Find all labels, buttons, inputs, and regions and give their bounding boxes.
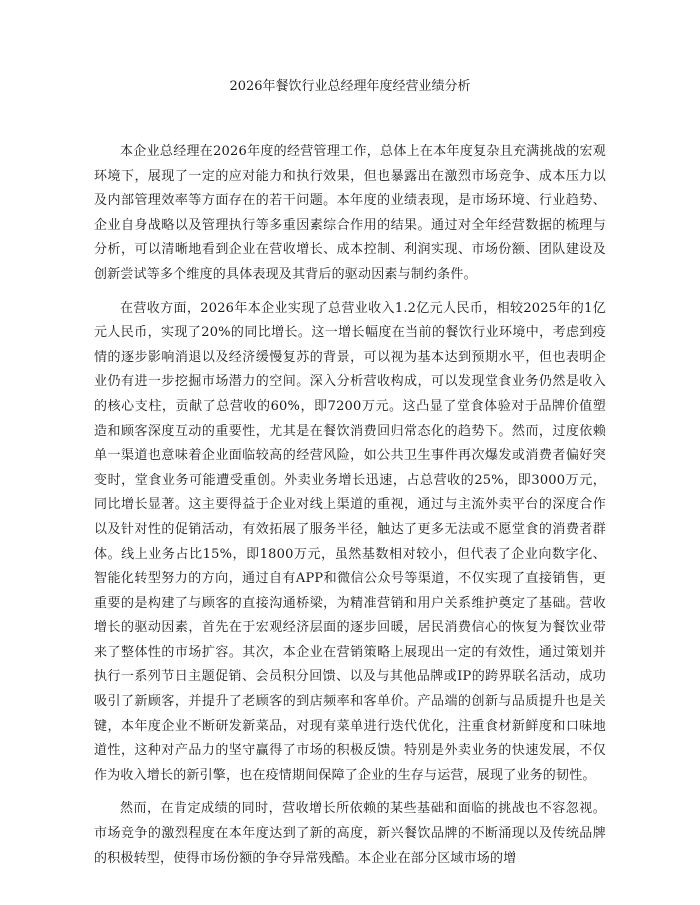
paragraph-intro: 本企业总经理在2026年度的经营管理工作，总体上在本年度复杂且充满挑战的宏观环境下，展现了一定的应对能力和执行效果，但也暴露出在激烈市场竞争、成本压力以及内部管理效率等方面存在的若干问题。本年度的业绩表现，是市场环境、行业趋势、企业自身战略以及管理执行等多重因素综合作用的结果。通过对全年经营数据的梳理与分析，可以清晰地看到企业在营收增长、成本控制、利润实现、市场份额、团队建设及创新尝试等多个维度的具体表现及其背后的驱动因素与制约条件。 bbox=[94, 144, 606, 282]
paragraph-challenges: 然而，在肯定成绩的同时，营收增长所依赖的某些基础和面临的挑战也不容忽视。市场竞争的激烈程度在本年度达到了新的高度，新兴餐饮品牌的不断涌现以及传统品牌的积极转型，使得市场份额的争夺异常残酷。本企业在部分区域市场的增 bbox=[94, 801, 606, 866]
paragraph-revenue: 在营收方面，2026年本企业实现了总营业收入1.2亿元人民币，相较2025年的1亿元人民币，实现了20%的同比增长。这一增长幅度在当前的餐饮行业环境中，考虑到疫情的逐步影响消退以及经济缓慢复苏的背景，可以视为基本达到预期水平，但也表明企业仍有进一步挖掘市场潜力的空间。深入分析营收构成，可以发现堂食业务仍然是收入的核心支柱，贡献了总营收的60%，即7200万元。这凸显了堂食体验对于品牌价值塑造和顾客深度互动的重要性，尤其是在餐饮消费回归常态化的趋势下。然而，过度依赖单一渠道也意味着企业面临较高的经营风险，如公共卫生事件再次爆发或消费者偏好突变时，堂食业务可能遭受重创。外卖业务增长迅速，占总营收的25%，即3000万元，同比增长显著。这主要得益于企业对线上渠道的重视，通过与主流外卖平台的深度合作以及针对性的促销活动，有效拓展了服务半径，触达了更多无法或不愿堂食的消费者群体。线上业务占比15%，即1800万元，虽然基数相对较小，但代表了企业向数字化、智能化转型努力的方向，通过自有APP和微信公众号等渠道，不仅实现了直接销售，更重要的是构建了与顾客的直接沟通桥梁，为精准营销和用户关系维护奠定了基础。营收增长的驱动因素，首先在于宏观经济层面的逐步回暖，居民消费信心的恢复为餐饮业带来了整体性的市场扩容。其次，本企业在营销策略上展现出一定的有效性，通过策划并执行一系列节日主题促销、会员积分回馈、以及与其他品牌或IP的跨界联名活动，成功吸引了新顾客，并提升了老顾客的到店频率和客单价。产品端的创新与品质提升也是关键，本年度企业不断研发新菜品，对现有菜单进行迭代优化，注重食材新鲜度和口味地道性，这种对产品力的坚守赢得了市场的积极反馈。特别是外卖业务的快速发展，不仅作为收入增长的新引擎，也在疫情期间保障了企业的生存与运营，展现了业务的韧性。 bbox=[94, 300, 606, 783]
document-title: 2026年餐饮行业总经理年度经营业绩分析 bbox=[229, 79, 471, 94]
